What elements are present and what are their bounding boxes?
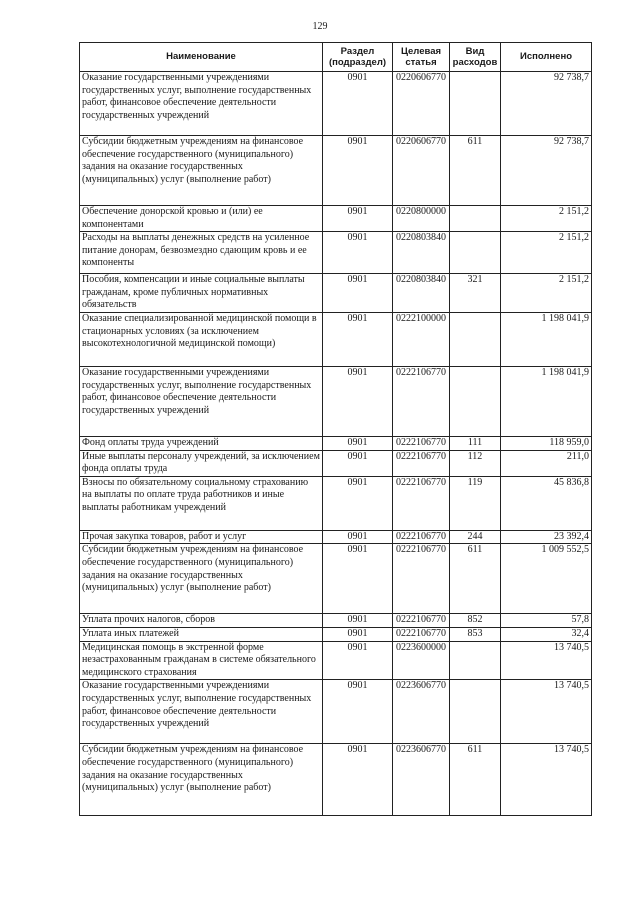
cell-celevaya: 0222106770 [393,530,450,544]
cell-vid: 119 [450,476,501,530]
cell-name: Субсидии бюджетным учреждениям на финансовое обеспечение государственного (муниципального) задания на оказание государственных (муниципальных) услуг (выполнение работ) [80,136,323,206]
table-row [80,476,592,530]
cell-ispolneno: 57,8 [501,614,592,628]
table-row [80,136,592,206]
cell-ispolneno: 92 738,7 [501,72,592,136]
cell-celevaya: 0220606770 [393,72,450,136]
cell-ispolneno: 13 740,5 [501,641,592,680]
table-row [80,544,592,614]
table-row [80,232,592,274]
cell-ispolneno: 13 740,5 [501,744,592,816]
cell-razdel: 0901 [323,641,393,680]
table-row [80,206,592,232]
cell-ispolneno: 118 959,0 [501,436,592,450]
cell-celevaya: 0223606770 [393,744,450,816]
cell-vid: 112 [450,450,501,476]
cell-ispolneno: 45 836,8 [501,476,592,530]
cell-celevaya: 0222106770 [393,627,450,641]
cell-razdel: 0901 [323,274,393,313]
cell-razdel: 0901 [323,72,393,136]
cell-vid: 852 [450,614,501,628]
cell-ispolneno: 32,4 [501,627,592,641]
cell-name: Пособия, компенсации и иные социальные выплаты гражданам, кроме публичных нормативных обязательств [80,274,323,313]
cell-vid: 611 [450,136,501,206]
cell-name: Взносы по обязательному социальному страхованию на выплаты по оплате труда работников и иные выплаты работникам учреждений [80,476,323,530]
cell-name: Уплата иных платежей [80,627,323,641]
cell-celevaya: 0222100000 [393,312,450,366]
table-row [80,744,592,816]
table-row [80,641,592,680]
cell-ispolneno: 1 198 041,9 [501,312,592,366]
cell-ispolneno: 211,0 [501,450,592,476]
table-body [80,72,592,816]
table-row [80,312,592,366]
cell-name: Оказание государственными учреждениями государственных услуг, выполнение государственных работ, финансовое обеспечение деятельности государственных учреждений [80,366,323,436]
cell-vid [450,641,501,680]
cell-razdel: 0901 [323,476,393,530]
cell-name: Прочая закупка товаров, работ и услуг [80,530,323,544]
cell-ispolneno: 1 009 552,5 [501,544,592,614]
cell-razdel: 0901 [323,680,393,744]
cell-razdel: 0901 [323,627,393,641]
cell-vid [450,206,501,232]
cell-name: Оказание государственными учреждениями государственных услуг, выполнение государственных работ, финансовое обеспечение деятельности государственных учреждений [80,680,323,744]
page-number: 129 [312,21,328,32]
cell-ispolneno: 13 740,5 [501,680,592,744]
cell-celevaya: 0220803840 [393,274,450,313]
cell-celevaya: 0220800000 [393,206,450,232]
cell-ispolneno: 2 151,2 [501,206,592,232]
cell-vid: 611 [450,544,501,614]
header-celevaya: Целевая статья [393,43,450,72]
table-row [80,680,592,744]
cell-ispolneno: 2 151,2 [501,232,592,274]
header-vid: Вид расходов [450,43,501,72]
cell-name: Оказание специализированной медицинской помощи в стационарных условиях (за исключением высокотехнологичной медицинской помощи) [80,312,323,366]
budget-table [79,42,592,816]
table-header-row [80,43,592,72]
cell-name: Фонд оплаты труда учреждений [80,436,323,450]
cell-name: Субсидии бюджетным учреждениям на финансовое обеспечение государственного (муниципального) задания на оказание государственных (муниципальных) услуг (выполнение работ) [80,744,323,816]
table-row [80,530,592,544]
cell-name: Расходы на выплаты денежных средств на усиленное питание донорам, безвозмездно сдающим кровь и ее компоненты [80,232,323,274]
cell-razdel: 0901 [323,450,393,476]
cell-name: Иные выплаты персоналу учреждений, за исключением фонда оплаты труда [80,450,323,476]
cell-celevaya: 0222106770 [393,614,450,628]
table-row [80,436,592,450]
table-row [80,72,592,136]
cell-vid: 611 [450,744,501,816]
cell-celevaya: 0222106770 [393,476,450,530]
cell-ispolneno: 2 151,2 [501,274,592,313]
cell-celevaya: 0222106770 [393,436,450,450]
cell-razdel: 0901 [323,366,393,436]
cell-celevaya: 0222106770 [393,366,450,436]
cell-vid [450,72,501,136]
cell-razdel: 0901 [323,530,393,544]
cell-razdel: 0901 [323,136,393,206]
cell-vid [450,366,501,436]
table-row [80,274,592,313]
cell-razdel: 0901 [323,312,393,366]
cell-name: Медицинская помощь в экстренной форме незастрахованным гражданам в системе обязательного медицинского страхования [80,641,323,680]
cell-razdel: 0901 [323,436,393,450]
cell-ispolneno: 23 392,4 [501,530,592,544]
cell-vid: 111 [450,436,501,450]
table-row [80,450,592,476]
cell-razdel: 0901 [323,744,393,816]
cell-vid [450,232,501,274]
cell-vid [450,312,501,366]
cell-celevaya: 0223600000 [393,641,450,680]
cell-celevaya: 0222106770 [393,450,450,476]
cell-razdel: 0901 [323,544,393,614]
table-row [80,614,592,628]
header-ispolneno: Исполнено [501,43,592,72]
header-name: Наименование [80,43,323,72]
cell-celevaya: 0222106770 [393,544,450,614]
cell-celevaya: 0223606770 [393,680,450,744]
cell-name: Субсидии бюджетным учреждениям на финансовое обеспечение государственного (муниципального) задания на оказание государственных (муниципальных) услуг (выполнение работ) [80,544,323,614]
cell-vid: 244 [450,530,501,544]
cell-celevaya: 0220803840 [393,232,450,274]
cell-celevaya: 0220606770 [393,136,450,206]
cell-razdel: 0901 [323,614,393,628]
cell-ispolneno: 1 198 041,9 [501,366,592,436]
cell-name: Обеспечение донорской кровью и (или) ее компонентами [80,206,323,232]
header-razdel: Раздел (подраздел) [323,43,393,72]
table-row [80,366,592,436]
cell-name: Уплата прочих налогов, сборов [80,614,323,628]
cell-name: Оказание государственными учреждениями государственных услуг, выполнение государственных работ, финансовое обеспечение деятельности государственных учреждений [80,72,323,136]
cell-vid: 853 [450,627,501,641]
cell-vid: 321 [450,274,501,313]
table-row [80,627,592,641]
cell-vid [450,680,501,744]
cell-razdel: 0901 [323,232,393,274]
cell-ispolneno: 92 738,7 [501,136,592,206]
cell-razdel: 0901 [323,206,393,232]
